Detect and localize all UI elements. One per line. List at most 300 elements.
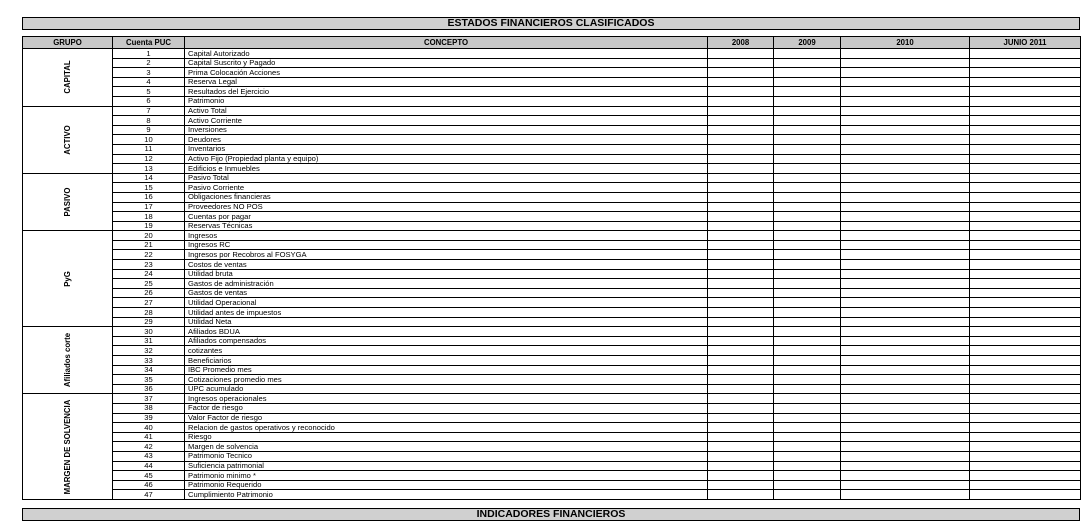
table-row bbox=[23, 480, 1081, 490]
value-2009-cell[interactable] bbox=[774, 442, 841, 452]
concept-cell: Pasivo Total bbox=[185, 173, 708, 183]
value-2008-cell[interactable] bbox=[708, 451, 774, 461]
table-row bbox=[23, 269, 1081, 279]
puc-cell: 8 bbox=[113, 116, 185, 126]
table-row bbox=[23, 116, 1081, 126]
value-junio-2011-cell[interactable] bbox=[970, 423, 1081, 433]
value-2010-cell[interactable] bbox=[841, 471, 970, 481]
value-junio-2011-cell[interactable] bbox=[970, 413, 1081, 423]
value-junio-2011-cell[interactable] bbox=[970, 471, 1081, 481]
value-2010-cell[interactable] bbox=[841, 442, 970, 452]
value-2009-cell[interactable] bbox=[774, 49, 841, 59]
concept-cell: Proveedores NO POS bbox=[185, 202, 708, 212]
value-2008-cell[interactable] bbox=[708, 346, 774, 356]
value-2010-cell[interactable] bbox=[841, 221, 970, 231]
value-2010-cell[interactable] bbox=[841, 365, 970, 375]
value-2009-cell[interactable] bbox=[774, 365, 841, 375]
table-row bbox=[23, 288, 1081, 298]
col-header-2010: 2010 bbox=[841, 37, 970, 49]
value-junio-2011-cell[interactable] bbox=[970, 58, 1081, 68]
value-2009-cell[interactable] bbox=[774, 240, 841, 250]
value-2010-cell[interactable] bbox=[841, 212, 970, 222]
value-2010-cell[interactable] bbox=[841, 480, 970, 490]
puc-cell: 45 bbox=[113, 471, 185, 481]
value-2010-cell[interactable] bbox=[841, 298, 970, 308]
value-2008-cell[interactable] bbox=[708, 269, 774, 279]
value-2009-cell[interactable] bbox=[774, 394, 841, 404]
concept-cell: Pasivo Corriente bbox=[185, 183, 708, 193]
value-2009-cell[interactable] bbox=[774, 125, 841, 135]
value-2009-cell[interactable] bbox=[774, 164, 841, 174]
value-2008-cell[interactable] bbox=[708, 432, 774, 442]
concept-cell: Patrimonio Requerido bbox=[185, 480, 708, 490]
concept-cell: Utilidad antes de impuestos bbox=[185, 308, 708, 318]
concept-cell: Patrimonio bbox=[185, 96, 708, 106]
value-junio-2011-cell[interactable] bbox=[970, 96, 1081, 106]
value-2008-cell[interactable] bbox=[708, 250, 774, 260]
puc-cell: 10 bbox=[113, 135, 185, 145]
value-junio-2011-cell[interactable] bbox=[970, 87, 1081, 97]
puc-cell: 34 bbox=[113, 365, 185, 375]
concept-cell: Utilidad Operacional bbox=[185, 298, 708, 308]
table-row bbox=[23, 327, 1081, 337]
puc-cell: 14 bbox=[113, 173, 185, 183]
value-2010-cell[interactable] bbox=[841, 346, 970, 356]
value-2010-cell[interactable] bbox=[841, 116, 970, 126]
group-label bbox=[23, 106, 113, 173]
value-2009-cell[interactable] bbox=[774, 279, 841, 289]
puc-cell: 6 bbox=[113, 96, 185, 106]
value-2010-cell[interactable] bbox=[841, 327, 970, 337]
value-junio-2011-cell[interactable] bbox=[970, 173, 1081, 183]
table-row bbox=[23, 87, 1081, 97]
group-label bbox=[23, 231, 113, 327]
puc-cell: 1 bbox=[113, 49, 185, 59]
concept-cell: Cuentas por pagar bbox=[185, 212, 708, 222]
value-2010-cell[interactable] bbox=[841, 240, 970, 250]
concept-cell: Factor de riesgo bbox=[185, 403, 708, 413]
value-junio-2011-cell[interactable] bbox=[970, 384, 1081, 394]
concept-cell: Activo Corriente bbox=[185, 116, 708, 126]
value-2008-cell[interactable] bbox=[708, 288, 774, 298]
value-2009-cell[interactable] bbox=[774, 356, 841, 366]
value-2008-cell[interactable] bbox=[708, 260, 774, 270]
value-2010-cell[interactable] bbox=[841, 451, 970, 461]
value-2009-cell[interactable] bbox=[774, 106, 841, 116]
puc-cell: 39 bbox=[113, 413, 185, 423]
value-junio-2011-cell[interactable] bbox=[970, 432, 1081, 442]
value-2009-cell[interactable] bbox=[774, 96, 841, 106]
value-2008-cell[interactable] bbox=[708, 298, 774, 308]
puc-cell: 17 bbox=[113, 202, 185, 212]
puc-cell: 7 bbox=[113, 106, 185, 116]
table-row bbox=[23, 173, 1081, 183]
table-row bbox=[23, 451, 1081, 461]
value-junio-2011-cell[interactable] bbox=[970, 192, 1081, 202]
value-2008-cell[interactable] bbox=[708, 96, 774, 106]
value-junio-2011-cell[interactable] bbox=[970, 308, 1081, 318]
value-2009-cell[interactable] bbox=[774, 260, 841, 270]
value-2008-cell[interactable] bbox=[708, 58, 774, 68]
concept-cell: Obligaciones financieras bbox=[185, 192, 708, 202]
value-2010-cell[interactable] bbox=[841, 250, 970, 260]
table-body bbox=[23, 49, 1081, 500]
value-2009-cell[interactable] bbox=[774, 116, 841, 126]
value-2010-cell[interactable] bbox=[841, 96, 970, 106]
value-2009-cell[interactable] bbox=[774, 87, 841, 97]
value-2010-cell[interactable] bbox=[841, 68, 970, 78]
value-junio-2011-cell[interactable] bbox=[970, 269, 1081, 279]
puc-cell: 33 bbox=[113, 356, 185, 366]
value-2009-cell[interactable] bbox=[774, 317, 841, 327]
concept-cell: Capital Suscrito y Pagado bbox=[185, 58, 708, 68]
value-2010-cell[interactable] bbox=[841, 202, 970, 212]
table-row bbox=[23, 164, 1081, 174]
value-2010-cell[interactable] bbox=[841, 183, 970, 193]
puc-cell: 44 bbox=[113, 461, 185, 471]
value-2010-cell[interactable] bbox=[841, 423, 970, 433]
value-2009-cell[interactable] bbox=[774, 432, 841, 442]
value-2008-cell[interactable] bbox=[708, 221, 774, 231]
value-2010-cell[interactable] bbox=[841, 192, 970, 202]
value-junio-2011-cell[interactable] bbox=[970, 231, 1081, 241]
puc-cell: 47 bbox=[113, 490, 185, 500]
concept-cell: Inversiones bbox=[185, 125, 708, 135]
value-junio-2011-cell[interactable] bbox=[970, 375, 1081, 385]
value-2008-cell[interactable] bbox=[708, 144, 774, 154]
concept-cell: Gastos de ventas bbox=[185, 288, 708, 298]
value-2008-cell[interactable] bbox=[708, 202, 774, 212]
value-junio-2011-cell[interactable] bbox=[970, 365, 1081, 375]
value-junio-2011-cell[interactable] bbox=[970, 116, 1081, 126]
value-2010-cell[interactable] bbox=[841, 375, 970, 385]
value-2008-cell[interactable] bbox=[708, 77, 774, 87]
value-junio-2011-cell[interactable] bbox=[970, 346, 1081, 356]
table-row bbox=[23, 68, 1081, 78]
value-junio-2011-cell[interactable] bbox=[970, 442, 1081, 452]
value-2010-cell[interactable] bbox=[841, 231, 970, 241]
value-2009-cell[interactable] bbox=[774, 451, 841, 461]
table-row bbox=[23, 240, 1081, 250]
value-2009-cell[interactable] bbox=[774, 144, 841, 154]
value-2008-cell[interactable] bbox=[708, 308, 774, 318]
table-row bbox=[23, 384, 1081, 394]
value-2010-cell[interactable] bbox=[841, 432, 970, 442]
value-junio-2011-cell[interactable] bbox=[970, 183, 1081, 193]
group-label-text: Afiliados corte bbox=[62, 333, 72, 388]
value-junio-2011-cell[interactable] bbox=[970, 461, 1081, 471]
table-row bbox=[23, 346, 1081, 356]
value-junio-2011-cell[interactable] bbox=[970, 154, 1081, 164]
value-2008-cell[interactable] bbox=[708, 135, 774, 145]
value-2008-cell[interactable] bbox=[708, 279, 774, 289]
value-junio-2011-cell[interactable] bbox=[970, 288, 1081, 298]
value-junio-2011-cell[interactable] bbox=[970, 240, 1081, 250]
concept-cell: Afiliados compensados bbox=[185, 336, 708, 346]
value-2010-cell[interactable] bbox=[841, 164, 970, 174]
group-label-text: PASIVO bbox=[62, 187, 72, 217]
value-2010-cell[interactable] bbox=[841, 384, 970, 394]
puc-cell: 26 bbox=[113, 288, 185, 298]
table-row bbox=[23, 154, 1081, 164]
value-2010-cell[interactable] bbox=[841, 49, 970, 59]
value-2009-cell[interactable] bbox=[774, 250, 841, 260]
concept-cell: Prima Colocación Acciones bbox=[185, 68, 708, 78]
value-junio-2011-cell[interactable] bbox=[970, 202, 1081, 212]
value-2009-cell[interactable] bbox=[774, 403, 841, 413]
value-2009-cell[interactable] bbox=[774, 480, 841, 490]
value-2010-cell[interactable] bbox=[841, 269, 970, 279]
puc-cell: 16 bbox=[113, 192, 185, 202]
value-2008-cell[interactable] bbox=[708, 116, 774, 126]
puc-cell: 27 bbox=[113, 298, 185, 308]
value-2010-cell[interactable] bbox=[841, 144, 970, 154]
puc-cell: 38 bbox=[113, 403, 185, 413]
value-2008-cell[interactable] bbox=[708, 336, 774, 346]
concept-cell: Ingresos operacionales bbox=[185, 394, 708, 404]
value-2010-cell[interactable] bbox=[841, 58, 970, 68]
value-2008-cell[interactable] bbox=[708, 154, 774, 164]
value-junio-2011-cell[interactable] bbox=[970, 49, 1081, 59]
table-row bbox=[23, 58, 1081, 68]
table-row bbox=[23, 135, 1081, 145]
value-2008-cell[interactable] bbox=[708, 183, 774, 193]
table-row bbox=[23, 394, 1081, 404]
concept-cell: Patrimonio Tecnico bbox=[185, 451, 708, 461]
puc-cell: 15 bbox=[113, 183, 185, 193]
value-2008-cell[interactable] bbox=[708, 173, 774, 183]
value-2008-cell[interactable] bbox=[708, 212, 774, 222]
table-row bbox=[23, 106, 1081, 116]
table-row bbox=[23, 432, 1081, 442]
value-2010-cell[interactable] bbox=[841, 279, 970, 289]
puc-cell: 21 bbox=[113, 240, 185, 250]
value-2009-cell[interactable] bbox=[774, 346, 841, 356]
table-row bbox=[23, 125, 1081, 135]
puc-cell: 4 bbox=[113, 77, 185, 87]
table-row bbox=[23, 221, 1081, 231]
value-2008-cell[interactable] bbox=[708, 231, 774, 241]
value-2008-cell[interactable] bbox=[708, 240, 774, 250]
value-2008-cell[interactable] bbox=[708, 365, 774, 375]
value-2008-cell[interactable] bbox=[708, 68, 774, 78]
table-row bbox=[23, 423, 1081, 433]
puc-cell: 46 bbox=[113, 480, 185, 490]
value-2009-cell[interactable] bbox=[774, 308, 841, 318]
value-2008-cell[interactable] bbox=[708, 49, 774, 59]
value-2010-cell[interactable] bbox=[841, 260, 970, 270]
puc-cell: 24 bbox=[113, 269, 185, 279]
concept-cell: Patrimonio minimo * bbox=[185, 471, 708, 481]
value-2008-cell[interactable] bbox=[708, 192, 774, 202]
value-2010-cell[interactable] bbox=[841, 106, 970, 116]
value-junio-2011-cell[interactable] bbox=[970, 144, 1081, 154]
puc-cell: 41 bbox=[113, 432, 185, 442]
concept-cell: Resultados del Ejercicio bbox=[185, 87, 708, 97]
value-2009-cell[interactable] bbox=[774, 327, 841, 337]
table-row bbox=[23, 442, 1081, 452]
value-junio-2011-cell[interactable] bbox=[970, 327, 1081, 337]
value-junio-2011-cell[interactable] bbox=[970, 212, 1081, 222]
value-2009-cell[interactable] bbox=[774, 375, 841, 385]
value-junio-2011-cell[interactable] bbox=[970, 336, 1081, 346]
concept-cell: Cotizaciones promedio mes bbox=[185, 375, 708, 385]
value-junio-2011-cell[interactable] bbox=[970, 394, 1081, 404]
value-2008-cell[interactable] bbox=[708, 471, 774, 481]
value-2010-cell[interactable] bbox=[841, 173, 970, 183]
table-row bbox=[23, 365, 1081, 375]
puc-cell: 25 bbox=[113, 279, 185, 289]
value-2008-cell[interactable] bbox=[708, 87, 774, 97]
value-2009-cell[interactable] bbox=[774, 423, 841, 433]
concept-cell: Afiliados BDUA bbox=[185, 327, 708, 337]
concept-cell: Costos de ventas bbox=[185, 260, 708, 270]
concept-cell: Inventarios bbox=[185, 144, 708, 154]
value-2010-cell[interactable] bbox=[841, 356, 970, 366]
value-2010-cell[interactable] bbox=[841, 490, 970, 500]
concept-cell: Reserva Legal bbox=[185, 77, 708, 87]
value-2009-cell[interactable] bbox=[774, 212, 841, 222]
value-2008-cell[interactable] bbox=[708, 164, 774, 174]
table-row bbox=[23, 183, 1081, 193]
value-2009-cell[interactable] bbox=[774, 336, 841, 346]
puc-cell: 23 bbox=[113, 260, 185, 270]
value-2010-cell[interactable] bbox=[841, 125, 970, 135]
group-label bbox=[23, 49, 113, 107]
table-row bbox=[23, 192, 1081, 202]
value-junio-2011-cell[interactable] bbox=[970, 403, 1081, 413]
value-2008-cell[interactable] bbox=[708, 125, 774, 135]
value-2009-cell[interactable] bbox=[774, 183, 841, 193]
value-2009-cell[interactable] bbox=[774, 231, 841, 241]
table-row bbox=[23, 308, 1081, 318]
puc-cell: 31 bbox=[113, 336, 185, 346]
value-junio-2011-cell[interactable] bbox=[970, 125, 1081, 135]
value-2009-cell[interactable] bbox=[774, 68, 841, 78]
puc-cell: 11 bbox=[113, 144, 185, 154]
value-2009-cell[interactable] bbox=[774, 221, 841, 231]
value-2008-cell[interactable] bbox=[708, 384, 774, 394]
value-2010-cell[interactable] bbox=[841, 154, 970, 164]
value-2010-cell[interactable] bbox=[841, 87, 970, 97]
table-row bbox=[23, 144, 1081, 154]
value-2010-cell[interactable] bbox=[841, 413, 970, 423]
concept-cell: Ingresos RC bbox=[185, 240, 708, 250]
value-2008-cell[interactable] bbox=[708, 394, 774, 404]
value-2010-cell[interactable] bbox=[841, 394, 970, 404]
puc-cell: 9 bbox=[113, 125, 185, 135]
col-header-2008: 2008 bbox=[708, 37, 774, 49]
value-2010-cell[interactable] bbox=[841, 403, 970, 413]
value-2009-cell[interactable] bbox=[774, 490, 841, 500]
group-label-text: ACTIVO bbox=[62, 124, 72, 155]
value-junio-2011-cell[interactable] bbox=[970, 106, 1081, 116]
value-2009-cell[interactable] bbox=[774, 202, 841, 212]
value-2009-cell[interactable] bbox=[774, 269, 841, 279]
puc-cell: 5 bbox=[113, 87, 185, 97]
value-2009-cell[interactable] bbox=[774, 77, 841, 87]
puc-cell: 37 bbox=[113, 394, 185, 404]
concept-cell: Utilidad bruta bbox=[185, 269, 708, 279]
value-2009-cell[interactable] bbox=[774, 461, 841, 471]
value-2008-cell[interactable] bbox=[708, 327, 774, 337]
table-row bbox=[23, 298, 1081, 308]
concept-cell: Activo Total bbox=[185, 106, 708, 116]
group-label-text: MARGEN DE SOLVENCIA bbox=[62, 399, 72, 495]
value-2010-cell[interactable] bbox=[841, 336, 970, 346]
concept-cell: Activo Fijo (Propiedad planta y equipo) bbox=[185, 154, 708, 164]
concept-cell: Reservas Técnicas bbox=[185, 221, 708, 231]
value-2010-cell[interactable] bbox=[841, 77, 970, 87]
value-2009-cell[interactable] bbox=[774, 58, 841, 68]
value-junio-2011-cell[interactable] bbox=[970, 77, 1081, 87]
value-junio-2011-cell[interactable] bbox=[970, 356, 1081, 366]
value-2009-cell[interactable] bbox=[774, 288, 841, 298]
value-2008-cell[interactable] bbox=[708, 461, 774, 471]
value-junio-2011-cell[interactable] bbox=[970, 480, 1081, 490]
financial-statements-sheet bbox=[22, 36, 1080, 500]
value-2009-cell[interactable] bbox=[774, 135, 841, 145]
value-2008-cell[interactable] bbox=[708, 480, 774, 490]
table-row bbox=[23, 96, 1081, 106]
value-2009-cell[interactable] bbox=[774, 192, 841, 202]
value-2008-cell[interactable] bbox=[708, 442, 774, 452]
table-row bbox=[23, 250, 1081, 260]
value-junio-2011-cell[interactable] bbox=[970, 279, 1081, 289]
value-2008-cell[interactable] bbox=[708, 413, 774, 423]
value-2009-cell[interactable] bbox=[774, 298, 841, 308]
value-2009-cell[interactable] bbox=[774, 413, 841, 423]
value-junio-2011-cell[interactable] bbox=[970, 164, 1081, 174]
value-2010-cell[interactable] bbox=[841, 461, 970, 471]
value-2008-cell[interactable] bbox=[708, 403, 774, 413]
concept-cell: Edificios e Inmuebles bbox=[185, 164, 708, 174]
value-2008-cell[interactable] bbox=[708, 317, 774, 327]
value-junio-2011-cell[interactable] bbox=[970, 135, 1081, 145]
value-2009-cell[interactable] bbox=[774, 154, 841, 164]
value-2010-cell[interactable] bbox=[841, 317, 970, 327]
table-row bbox=[23, 77, 1081, 87]
value-junio-2011-cell[interactable] bbox=[970, 68, 1081, 78]
value-2010-cell[interactable] bbox=[841, 135, 970, 145]
value-junio-2011-cell[interactable] bbox=[970, 317, 1081, 327]
value-2009-cell[interactable] bbox=[774, 173, 841, 183]
value-2008-cell[interactable] bbox=[708, 375, 774, 385]
value-junio-2011-cell[interactable] bbox=[970, 250, 1081, 260]
value-2008-cell[interactable] bbox=[708, 490, 774, 500]
value-junio-2011-cell[interactable] bbox=[970, 490, 1081, 500]
puc-cell: 36 bbox=[113, 384, 185, 394]
group-label-text: CAPITAL bbox=[62, 60, 72, 94]
value-junio-2011-cell[interactable] bbox=[970, 451, 1081, 461]
value-junio-2011-cell[interactable] bbox=[970, 298, 1081, 308]
group-label bbox=[23, 173, 113, 231]
value-2008-cell[interactable] bbox=[708, 356, 774, 366]
value-junio-2011-cell[interactable] bbox=[970, 221, 1081, 231]
value-2009-cell[interactable] bbox=[774, 471, 841, 481]
value-2010-cell[interactable] bbox=[841, 288, 970, 298]
table-row bbox=[23, 231, 1081, 241]
value-2010-cell[interactable] bbox=[841, 308, 970, 318]
value-2008-cell[interactable] bbox=[708, 106, 774, 116]
value-junio-2011-cell[interactable] bbox=[970, 260, 1081, 270]
table-row bbox=[23, 279, 1081, 289]
value-2009-cell[interactable] bbox=[774, 384, 841, 394]
puc-cell: 3 bbox=[113, 68, 185, 78]
puc-cell: 29 bbox=[113, 317, 185, 327]
puc-cell: 12 bbox=[113, 154, 185, 164]
value-2008-cell[interactable] bbox=[708, 423, 774, 433]
